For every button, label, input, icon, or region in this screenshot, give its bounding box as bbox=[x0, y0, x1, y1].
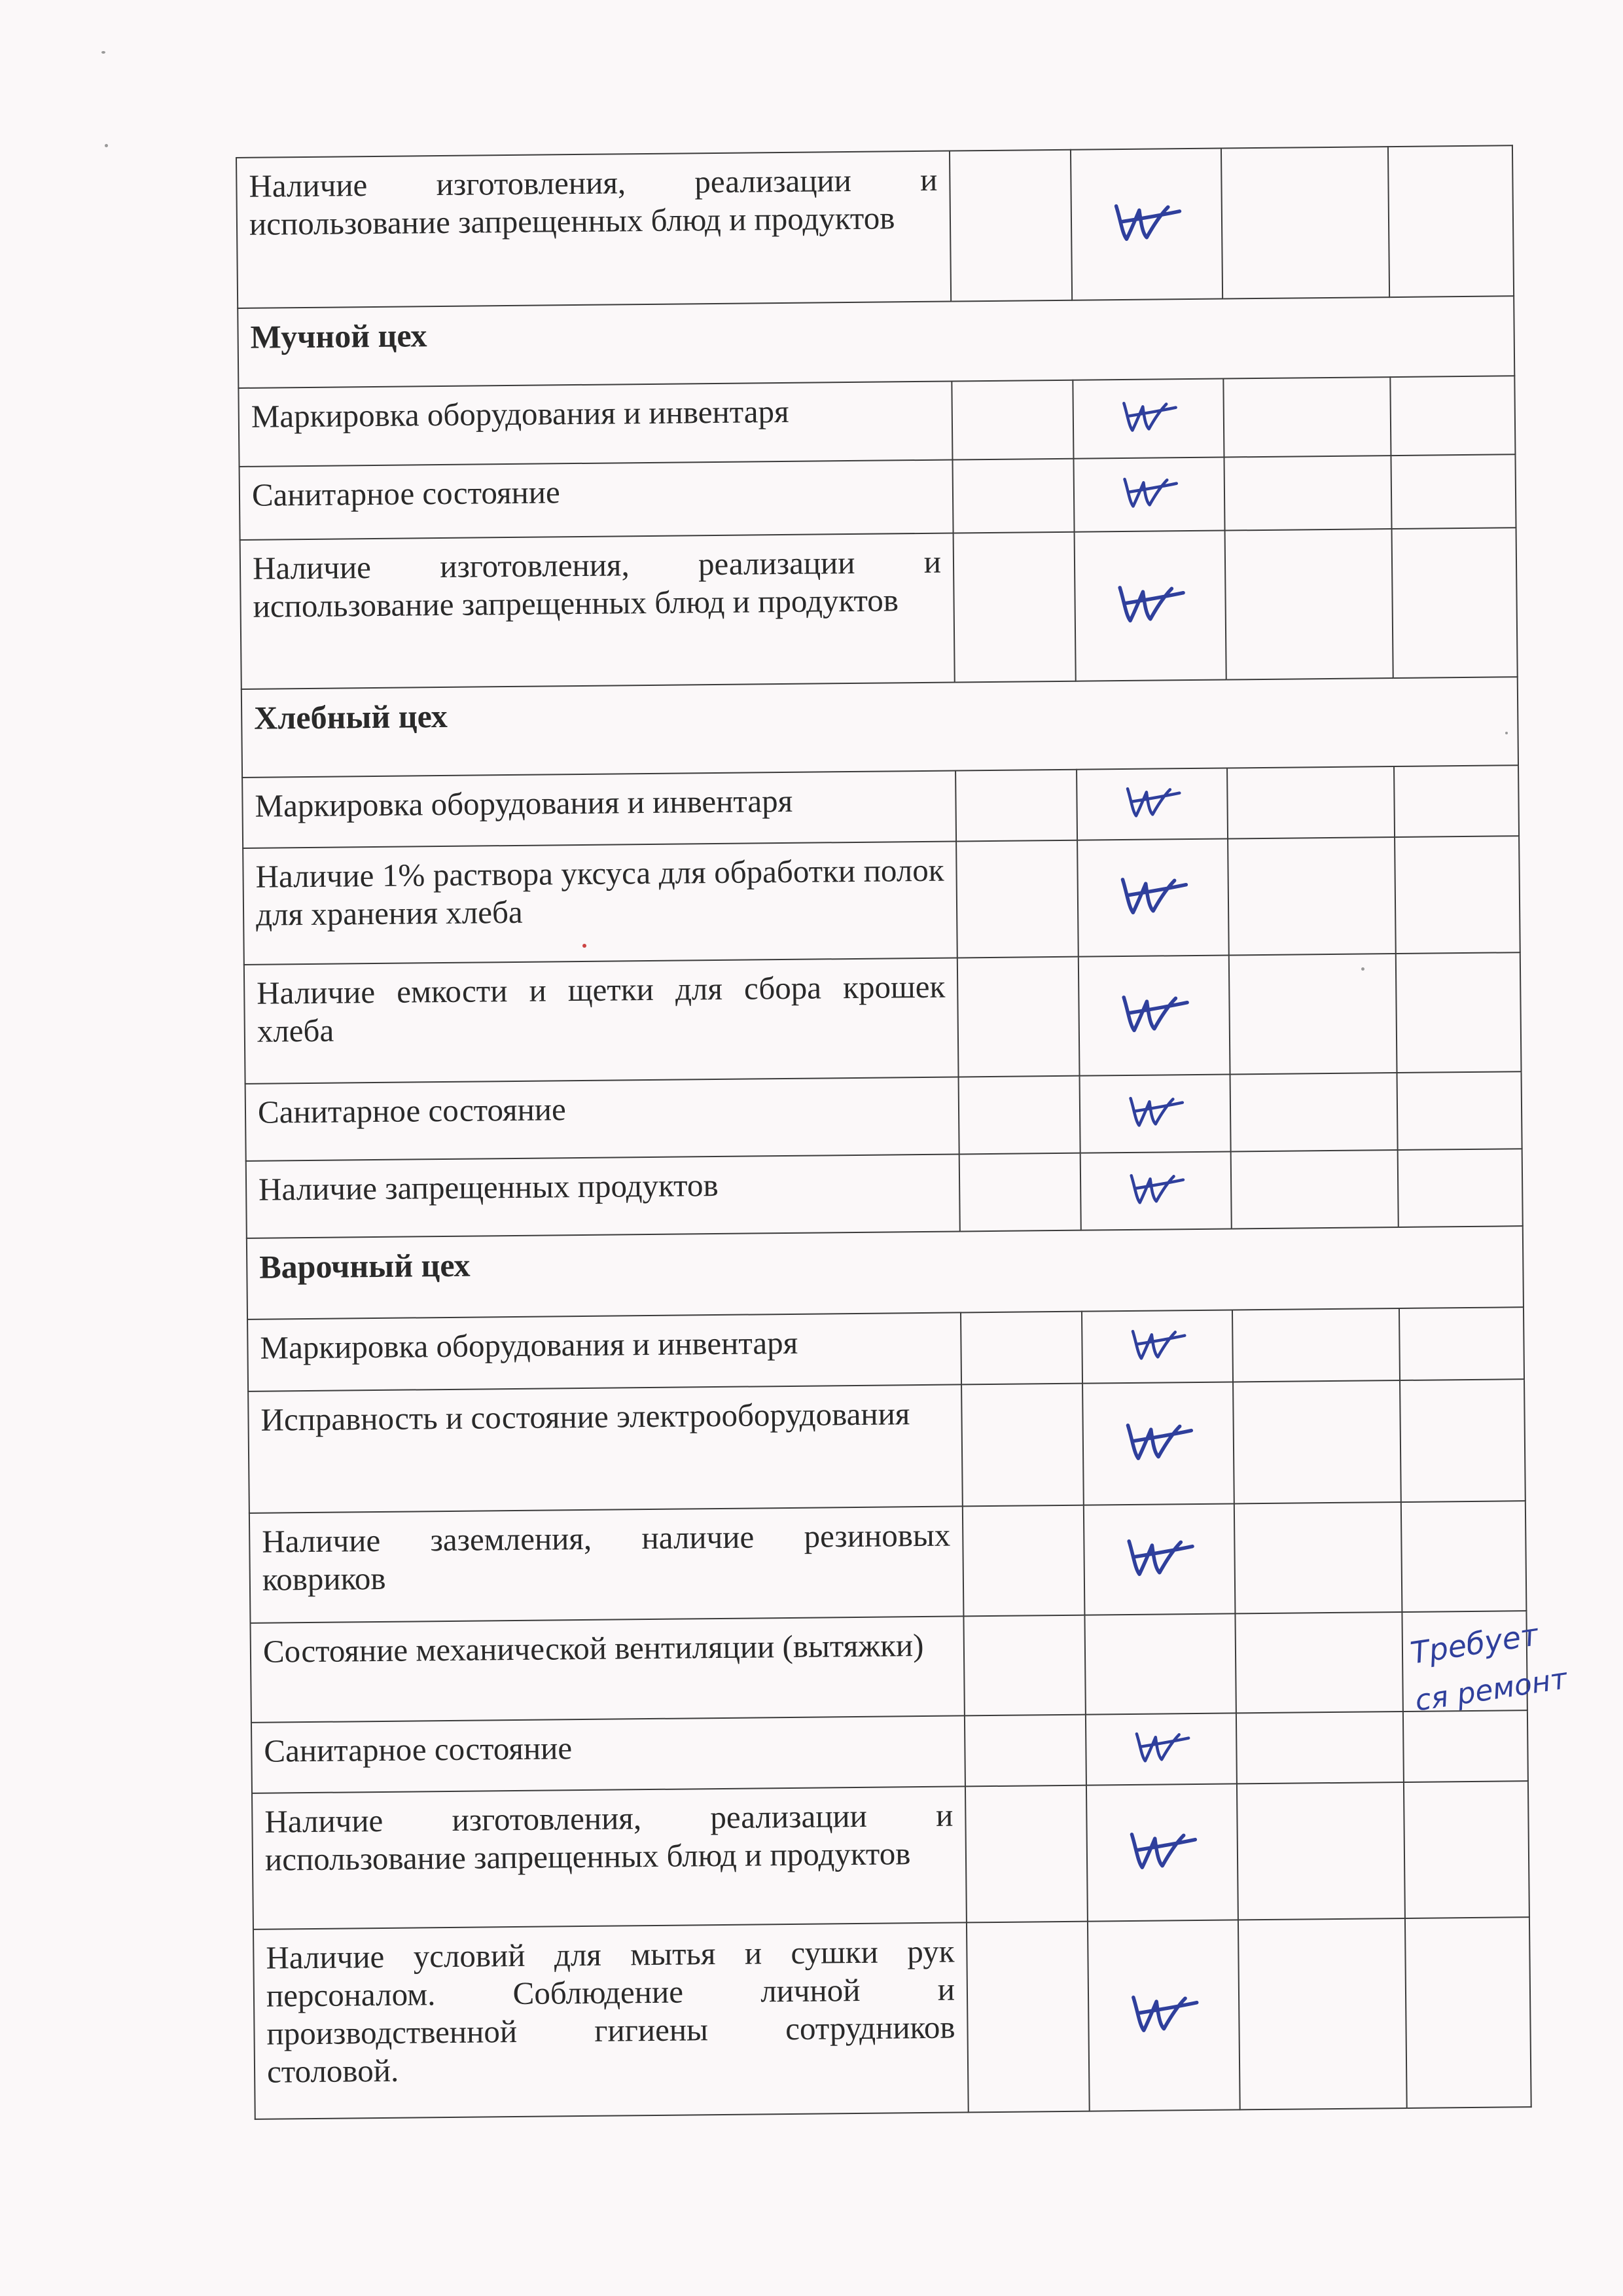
checklist-item-text: Маркировка оборудования и инвентаря bbox=[242, 770, 956, 848]
checklist-row bbox=[249, 1501, 1527, 1623]
checklist-row bbox=[246, 1149, 1523, 1238]
empty-cell bbox=[1238, 1918, 1407, 2109]
checklist-item-text: Санитарное состояние bbox=[240, 460, 954, 540]
mark-cell bbox=[1082, 1310, 1233, 1383]
handwritten-check-icon bbox=[1117, 398, 1180, 434]
empty-cell bbox=[1403, 1710, 1528, 1782]
handwritten-check bbox=[1111, 200, 1183, 243]
mark-cell bbox=[1086, 1713, 1237, 1785]
empty-cell bbox=[1395, 836, 1520, 954]
handwritten-check-icon bbox=[1111, 200, 1183, 243]
remark-line-1: Требует bbox=[1408, 1617, 1541, 1671]
checklist-row bbox=[253, 1917, 1531, 2119]
empty-cell bbox=[959, 1076, 1080, 1155]
handwritten-remark bbox=[1408, 1617, 1570, 1724]
empty-cell bbox=[1233, 1380, 1401, 1503]
section-title: Хлебный цех bbox=[241, 677, 1518, 778]
checklist-item-text: Наличие изготовления, реализации и использование запрещенных блюд и продуктов bbox=[252, 1786, 967, 1929]
empty-cell bbox=[1392, 528, 1518, 678]
empty-cell bbox=[1394, 765, 1519, 837]
empty-cell bbox=[1229, 954, 1397, 1074]
section-title: Мучной цех bbox=[238, 296, 1514, 388]
empty-cell bbox=[963, 1505, 1085, 1617]
checklist-item-text: Наличие заземления, наличие резиновых ковриков bbox=[249, 1506, 964, 1623]
handwritten-check-icon bbox=[1124, 1170, 1187, 1206]
handwritten-check bbox=[1128, 1990, 1200, 2034]
empty-cell bbox=[1237, 1782, 1405, 1920]
empty-cell bbox=[961, 1384, 1084, 1507]
handwritten-check bbox=[1118, 991, 1190, 1035]
checklist-item-text: Санитарное состояние bbox=[245, 1077, 959, 1160]
handwritten-check bbox=[1117, 873, 1190, 917]
empty-cell bbox=[1235, 1612, 1402, 1713]
checklist-item-text: Наличие запрещенных продуктов bbox=[246, 1154, 960, 1238]
empty-cell bbox=[1397, 1071, 1522, 1150]
mark-cell bbox=[1084, 1503, 1236, 1615]
checklist-row bbox=[243, 836, 1520, 965]
empty-cell bbox=[1224, 456, 1391, 530]
empty-cell bbox=[952, 380, 1073, 460]
empty-cell bbox=[956, 840, 1079, 958]
mark-cell bbox=[1086, 1784, 1238, 1921]
checklist-row bbox=[236, 145, 1514, 308]
empty-cell bbox=[950, 150, 1072, 302]
mark-cell bbox=[1084, 1613, 1236, 1714]
empty-cell bbox=[954, 532, 1076, 683]
empty-cell bbox=[965, 1785, 1088, 1923]
mark-cell bbox=[1073, 379, 1224, 459]
checklist-row bbox=[251, 1611, 1527, 1723]
checklist-row bbox=[244, 952, 1522, 1084]
handwritten-check-icon bbox=[1124, 1093, 1186, 1129]
mark-cell bbox=[1077, 838, 1229, 956]
empty-cell bbox=[1234, 1502, 1402, 1613]
mark-cell bbox=[1077, 768, 1228, 840]
empty-cell bbox=[1404, 1781, 1529, 1918]
empty-cell bbox=[1390, 376, 1515, 456]
checklist-row bbox=[240, 528, 1518, 689]
mark-cell bbox=[1082, 1382, 1234, 1505]
handwritten-check-icon bbox=[1123, 1535, 1196, 1579]
checklist-item-text: Состояние механической вентиляции (вытяжки) bbox=[251, 1616, 965, 1722]
checklist-item-text: Наличие изготовления, реализации и использование запрещенных блюд и продуктов bbox=[240, 533, 955, 689]
section-header-row bbox=[238, 296, 1514, 388]
checklist-row bbox=[251, 1710, 1528, 1793]
mark-cell bbox=[1075, 531, 1226, 681]
section-header-row bbox=[241, 677, 1518, 778]
mark-cell bbox=[1080, 1074, 1231, 1153]
checklist-item-text: Маркировка оборудования и инвентаря bbox=[247, 1312, 961, 1391]
handwritten-check-icon bbox=[1117, 873, 1190, 917]
checklist-row bbox=[247, 1307, 1524, 1391]
handwritten-check-icon bbox=[1126, 1326, 1189, 1362]
handwritten-check-icon bbox=[1122, 1419, 1195, 1463]
handwritten-check bbox=[1117, 398, 1180, 434]
checklist-row bbox=[240, 454, 1516, 540]
remark-cell bbox=[1402, 1611, 1570, 1718]
empty-cell bbox=[1391, 454, 1516, 529]
checklist-item-text: Исправность и состояние электрооборудования bbox=[248, 1384, 963, 1513]
checklist-item-text: Санитарное состояние bbox=[251, 1715, 965, 1793]
empty-cell bbox=[963, 1615, 1085, 1716]
empty-cell bbox=[1231, 1150, 1399, 1229]
empty-cell bbox=[1225, 529, 1393, 679]
mark-cell bbox=[1088, 1920, 1240, 2111]
handwritten-check bbox=[1123, 1535, 1196, 1579]
empty-cell bbox=[1236, 1712, 1404, 1784]
handwritten-check bbox=[1114, 581, 1186, 625]
empty-cell bbox=[957, 957, 1080, 1077]
empty-cell bbox=[1227, 766, 1395, 838]
checklist-row bbox=[242, 765, 1519, 848]
checklist-body bbox=[236, 145, 1570, 2119]
empty-cell bbox=[1401, 1501, 1527, 1612]
empty-cell bbox=[967, 1922, 1090, 2113]
empty-cell bbox=[1400, 1379, 1525, 1502]
empty-cell bbox=[955, 770, 1077, 842]
handwritten-check bbox=[1126, 1326, 1189, 1362]
checklist-row bbox=[245, 1071, 1522, 1161]
empty-cell bbox=[952, 459, 1074, 533]
empty-cell bbox=[1396, 952, 1522, 1073]
handwritten-check-icon bbox=[1118, 991, 1190, 1035]
empty-cell bbox=[1405, 1917, 1531, 2108]
handwritten-check bbox=[1124, 1170, 1187, 1206]
checklist-item-text: Наличие 1% раствора уксуса для обработки полок для хранения хлеба bbox=[243, 841, 957, 964]
handwritten-check-icon bbox=[1118, 474, 1181, 510]
mark-cell bbox=[1073, 457, 1224, 532]
checklist-row bbox=[252, 1781, 1529, 1929]
handwritten-check bbox=[1118, 474, 1181, 510]
handwritten-check-icon bbox=[1121, 783, 1184, 819]
checklist-item-text: Наличие емкости и щетки для сбора крошек хлеба bbox=[244, 958, 959, 1083]
handwritten-check-icon bbox=[1126, 1828, 1199, 1872]
empty-cell bbox=[1232, 1308, 1400, 1382]
checklist-row bbox=[238, 376, 1515, 467]
checklist-row bbox=[248, 1379, 1525, 1513]
checklist-item-text: Наличие изготовления, реализации и использование запрещенных блюд и продуктов bbox=[236, 151, 951, 308]
checklist-item-text: Маркировка оборудования и инвентаря bbox=[238, 382, 952, 467]
section-header-row bbox=[247, 1226, 1524, 1319]
mark-cell bbox=[1071, 149, 1222, 300]
handwritten-check bbox=[1130, 1729, 1193, 1765]
section-title: Варочный цех bbox=[247, 1226, 1524, 1319]
handwritten-check-icon bbox=[1130, 1729, 1193, 1765]
empty-cell bbox=[1228, 837, 1396, 955]
scan-speck bbox=[105, 144, 108, 147]
handwritten-check bbox=[1121, 783, 1184, 819]
handwritten-check bbox=[1122, 1419, 1195, 1463]
handwritten-check bbox=[1124, 1093, 1186, 1129]
empty-cell bbox=[1399, 1307, 1524, 1380]
empty-cell bbox=[1398, 1149, 1523, 1227]
inspection-checklist-table bbox=[236, 145, 1570, 2120]
checklist-item-text: Наличие условий для мытья и сушки рук персоналом. Соблюдение личной и производственной гигиены сотрудников столовой. bbox=[253, 1922, 969, 2119]
empty-cell bbox=[1221, 147, 1389, 298]
empty-cell bbox=[1230, 1073, 1398, 1151]
remark-line-2: ся ремонт bbox=[1412, 1662, 1570, 1718]
mark-cell bbox=[1079, 955, 1230, 1075]
scan-speck bbox=[101, 51, 105, 54]
empty-cell bbox=[1223, 377, 1391, 457]
mark-cell bbox=[1080, 1151, 1232, 1230]
empty-cell bbox=[959, 1153, 1081, 1232]
handwritten-check-icon bbox=[1114, 581, 1186, 625]
empty-cell bbox=[961, 1312, 1082, 1385]
empty-cell bbox=[1388, 145, 1514, 297]
handwritten-check-icon bbox=[1128, 1990, 1200, 2034]
handwritten-check bbox=[1126, 1828, 1199, 1872]
empty-cell bbox=[965, 1715, 1086, 1787]
